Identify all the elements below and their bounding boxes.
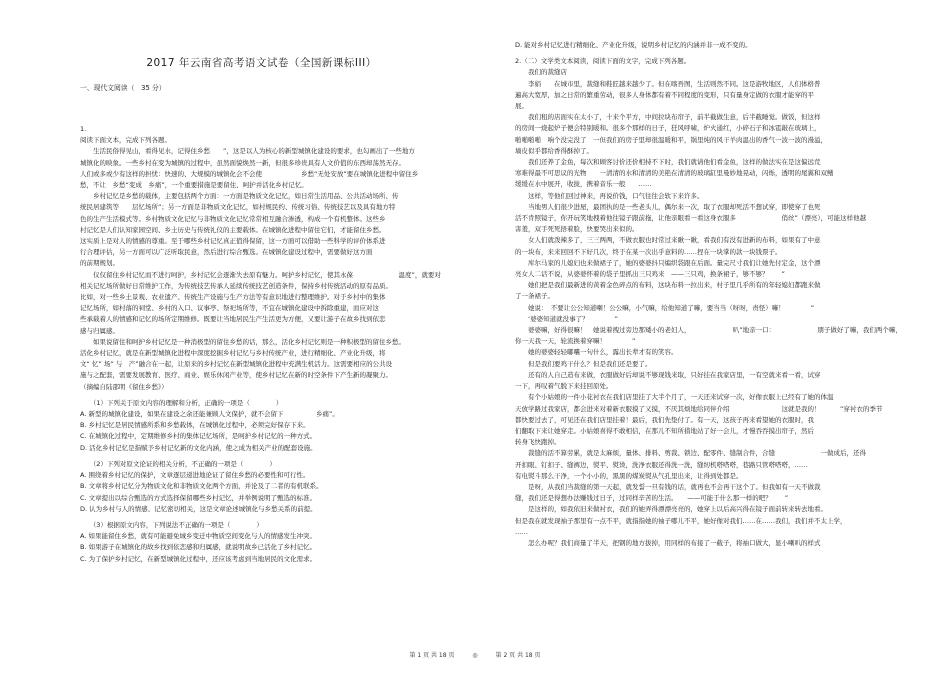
text-line: 寒难得最不可思议的光物 一清清的水和清清的美艳在清清的玻璃缸里曼妙地晃动，闪烁，透明的尾翼和双鳍 [515,169,834,178]
right-page [475,0,950,673]
text-line: A. 新型的城镇化建设，如果在建设之余还能兼顾人文保护，就不会留下 乡痛”。 [80,410,339,419]
text-line: （1）下列关于原文内容的理解和分析，正确的一项是（ ） [80,398,283,407]
text-line: 亮女人二话不说，从婆婆怀着的袋子里抓出三只鸡来 ——三只鸡，换条裙子，够不够？ ” [515,270,785,279]
text-line: 仅仅留住乡村记忆而不进行呵护，乡村记忆会逐渐失去原有魅力。呵护乡村记忆，使其永葆 温度”，就要对 [80,270,441,279]
text-line: 村记忆是人们认知家园空间、乡土历史与传统礼仪的主要载体。在城镇化进程中留住它们，才能留住乡愁。 [80,225,386,234]
text-line: 天放学路过我家店，都会进来对着新衣服摸了又摸，不厌其烦地给同伴介绍 这就是我的！ ”穿衬衣的季节 [515,404,883,413]
text-line: 转身飞快跑掉。 [515,438,561,447]
text-line: （3）根据原文内容，下列说法不正确的一项是（ ） [80,520,263,529]
text-line: 施与之配套，需要发展教育、医疗、商业、娱乐休闲产业等，使乡村记忆在新的时空条件下产生新的凝聚力。 [80,371,392,380]
exam-title: 2017 年云南省高考语文试卷（全国新课标III） [146,57,377,69]
footer-right-page-number: 第 2 页 共 18 页 [495,652,541,659]
text-line: 愁，不让 乡愁“变成 乡痛”，一个重要措施是要留住、呵护并活化乡村记忆。 [80,181,308,190]
text-line: 我们租的店面实在太小了，十来个平方，中间拉块布帘子，前半截做生意，后半截睡觉。做饭，但这样 [515,113,821,122]
text-line: …… [515,527,528,536]
footer-left-page-number: 第 1 页 共 18 页 [409,652,455,659]
text-line: 了一条裙子。 [515,292,554,301]
text-line: D. 认为乡村与人的情感、记忆密切相关，这是文章论述城镇化与乡愁关系的前提。 [80,504,317,513]
text-line: 库尔马家的儿媳妇也来做裙子了，她的婆婆抖只编织袋跟在后面。量完尺寸我们让她先付定金，这个漂 [515,258,821,267]
text-line: 文“ 忆” 场” 与 产”融合在一起，让原来的乡村记忆在新型城镇化进程中充满生机活力。这需要相应的公共设 [80,360,393,369]
text-line: 她的婆婆轻轻嘟囔一句什么，露出长辈才有的笑容。 [515,348,678,357]
text-line: 你一天我一天，轮流换着穿嘛！ ” [515,337,636,346]
text-line: 人们或多或少有这样的担忧：快速的、大规模的城镇化会不会使 乡愁“无处安放”要在城镇化进程中留住乡 [80,169,419,178]
text-line: 缓缓在水中展开，收拢，携着音乐一般 …… [515,180,652,189]
text-line: B. 乡村记忆是居民情感所系和乡愁载体，在城镇化过程中，必须完好保存下来。 [80,421,310,430]
text-line: 记忆场所，如村落的祠堂、乡村的入口、议事亭、祭祀场所等，不宜在城镇化建设中拆除重建，而应对这 [80,304,379,313]
text-line: A. 围绕着乡村记忆的保护，文章逐层递进地论证了留住乡愁的必要性和可行性。 [80,471,310,480]
text-line: 展。 [515,102,528,111]
text-line: 开扣眼、钉扣子、缝裤边，熨平、熨烫，洗净衣服还得洗一洗，缝纫机嗒嗒嗒，巷路只管嗒嗒嗒，…… [515,460,808,469]
text-line: B. 文章将乡村记忆分为物质文化和非物质文化两个方面，并论及了二者的有机联系。 [80,482,323,491]
text-line: 活不肯照镜子，你开玩笑地拽着他往镜子跟前拖，让他亲眼看一看这身衣服多 俏丝”（漂亮），可能这样他越 [515,214,867,223]
text-line: C. 为了保护乡村记忆，在新型城镇化过程中，还应该考虑到当地居民的文化需求。 [80,554,317,563]
text-line: 还有的人自己造布来做，衣服做好后却说不够现钱来取，只好挂在我家店里，一有空就来看一看，试穿 [515,370,821,379]
text-line: 是呀，从我们当裁缝的第一天起，就发誓一旦有钱的话，就再也不会再干这个了。但我如有一天不做裁 [515,482,821,491]
text-line: 一下，再叹着气脱下来挂回原处。 [515,382,613,391]
text-line: 的房间一烧起炉子便会特别暖和。很多个那样的日子，狂风呼啸，炉火通红，小碎石子和冰雹敲在玻璃上， [515,124,821,133]
text-line: 相关记忆场所做好日常维护工作，为传统技艺传承人延续传统技艺创造条件，保持乡村传统活动的原有品质。 [80,281,392,290]
page-footer [0,650,950,659]
footer-separator: ◎ [472,652,478,659]
text-line: 啪啪啪啪 响个没完没了 一但我们的房子里却很温暖和平，锅里炖的风干羊肉温出的香气一波一波的漫溢， [515,135,827,144]
text-line: 有个小姑娘的一件小花衬衣在我们店里挂了大半个月了，一天还来试穿一次，好像衣服上已经有了她的体温 [515,393,834,402]
right-body-text [515,40,926,549]
text-line: C. 在城镇化过程中，定期维修乡村的集体记忆场所，是呵护乡村记忆的一种方式。 [80,432,317,441]
text-line: 活化乡村记忆，就是在新型城镇化进程中深度挖掘乡村记忆与乡村传统产业，进行精细化、产业化升级，将 [80,349,386,358]
text-line: 但是我们要鸡干什么？但是我们还是要了。 [515,359,652,368]
text-line: 这实质上是对人的情感的尊重。至于哪些乡村记忆真正值得保留，这一方面可以借助一些科学的评价体系进 [80,237,386,246]
text-line: 裁缝的活不算劳累，就是太麻烦，量体、排料、剪裁、锁边、配零件、缝制合件，合缝 一做成后，还得 [515,449,866,458]
text-line: 感与归属感。 [80,326,119,335]
text-line: 的一块布，来来回回不下好几次，终于在某一次出乎意料的……捏在一块掌的款一块钱票子。 [515,247,782,256]
text-line: 女人们就泼辣多了，三三两两，不做衣服也时常过来瞅一瞅，看我们有没有进新的布料，如果有了中意 [515,236,821,245]
text-line: 遍高大宽厚，加之日常的繁重劳动，很多人身体都有着不同程度的变形，只有量身定做的衣服才能穿的平 [515,90,814,99]
text-line: 统民居建筑等 层忆场所”；另一方面是非物质文化记忆，如村规民约、传统习俗、传统技艺以及具有地方特 [80,203,396,212]
text-line: 如果说留住和呵护乡村记忆是一种消极型的留住乡愁的话，那么，活化乡村记忆则是一种积极型的留住乡愁。 [80,337,405,346]
text-line: 她们把是我们最新进的黄着金色碎点的布料，这块布料一拉出来，村子里几乎所有的年轻媳妇都跑来做 [515,281,821,290]
text-line: （2）下列对原文论证的相关分析，不正确的一项是（ ） [80,459,276,468]
text-line: 是这样的，如我依旧来做衬衣，我们的她弄得漂漂亮亮的，她穿上以后高兴得在镜子面前转来转去地看。 [515,505,827,514]
text-line: 生活民俗得见山，看得见水，记得住乡愁 ”，这是以人为核心的新型城镇化建设的要求，也勾画出了一些地方 [80,147,415,156]
text-line: 墙皮似乎都给香得酥掉了。 [515,146,593,155]
text-line: 些承载着人的情感和记忆的场所定期维修。既要让当地居民生产生活更为方便，又要让游子在故乡找到依恋 [80,315,386,324]
left-body-text [80,124,443,565]
section-heading: 一、现代文阅读（ 35 分） [80,84,166,92]
text-line: 比如，对一些乡土景观、农业遗产、传统生产设施与生产方法等有意识地进行整理维护。对于乡村中的集体 [80,293,386,302]
text-line: 都快要过去了，可见还在我们店里挂着！最后，我们先垫付了。有一天，这孩子再来看望她的衣服时，我 [515,415,814,424]
text-line: 我们的裁缝店 [515,68,567,77]
text-line: 婆婆嘛，好得很嘛！ 她说着拽过旁边那矮小的老妇人， 叭”地亲一口： 朋子做好了嘛，我们两个嘛， [515,326,902,335]
text-line: 但是我在就发现袖子那里有一点不平，就指指她的袖子哪儿不平，她好像对我们……在……我们，我们并不太上学， [515,516,847,525]
text-line: 缝，我们还是得想办法赚钱过日子，过同样辛苦的生活。 ——可能于什么那一样的吧？ ” [515,494,789,503]
text-line: ‘婆婆知道就没事了？ ” [515,314,618,323]
text-line: 害羞，双手死死捂着脸，快要哭出来似的。 [515,225,639,234]
text-line: 城镇化的映象。一些乡村在变为城镇的过程中，虽然面貌焕然一新，但很多珍贵具有人文价值的东西却荡然无存。 [80,158,405,167]
text-line: 怎么办呢？我们商量了半天，把钢的地方拔掉，用同样的布接了一截子，将袖口做大，显小喇叭的样式 [515,538,821,547]
text-line: C. 文章提出以综合甄选的方式选择保留哪些乡村记忆，并举例说明了甄选的标准。 [80,493,317,502]
text-line: A. 如果能留住乡愁，就有可能避免城乡变迁中物质空间变化与人的情感发生冲突。 [80,532,316,541]
text-line: 行合理评估，另一方面可以广泛听取民意，然后进行综合甄选。在城镇化建设过程中，需要做好这方面 [80,248,373,257]
text-line: 有电熨斗那么干净，一个小小的，黑黑的煤炭熨从气孔里出来，让得到处都是。 [515,471,743,480]
text-line: B. 如果游子在城镇化的故乡找到依恋感和归属感，就说明故乡已活化了乡村记忆。 [80,543,317,552]
text-line: 李娟 在城市里，裁缝和鞋匠越来越少了。但在喀吾图，生活则然不同。这是游牧地区，人们体格普 [515,79,821,88]
text-line: 色的生产生活模式等。乡村物质文化记忆与非物质文化记忆常常相互融合渗透，构成一个有机整体。这些乡 [80,214,386,223]
text-line: 2.（二）文学类文本阅读，阅读下面的文字，完成下列各题。 [515,57,691,66]
text-line: 我们还养了金鱼，每次和顾客讨价还价相持不下时，我们就请他们看金鱼，这样的做法实在是这偏远荒 [515,158,821,167]
text-line: 的前期规划。 [80,259,119,268]
text-line: 1. [80,125,87,133]
text-line: 们翻取下来让她穿走。小姑娘喜得不敢相信，在那儿不知所措地站了好一会儿，才慢吞吞摸出帘子，然后 [515,426,814,435]
text-line: 阅读下面文本，完成下列各题。 [80,136,171,145]
text-line: 当地男人们很少进屋，最团执的是一些老头儿，偶尔来一次，取了衣服却死活不想试穿，即使穿了也死 [515,202,821,211]
text-line: D. 活化乡村记忆是指赋予乡村记忆新的文化内涵，使之成为相关产业的配套设施。 [80,443,317,452]
text-line: （摘编自陆邵明《留住乡愁》） [80,382,168,391]
text-line: 乡村记忆是乡愁的载体，主要包括两个方面：一方面是物质文化记忆，如日常生活用品、公共活动场所、传 [80,192,399,201]
text-line: 她说： 不要让公公知道喇！公公嘛，小气嘛，给他知道了嘛，要当当（呀呀，责怪）嘛！ ” [515,303,815,312]
text-line: D. 能对乡村记忆进行精细化、产业化升级，说明乡村记忆的内涵并非一成不变的。 [515,41,752,49]
text-line: 这样，等他们回过神来，再说价钱，口气往往会软下来许多。 [515,191,704,200]
